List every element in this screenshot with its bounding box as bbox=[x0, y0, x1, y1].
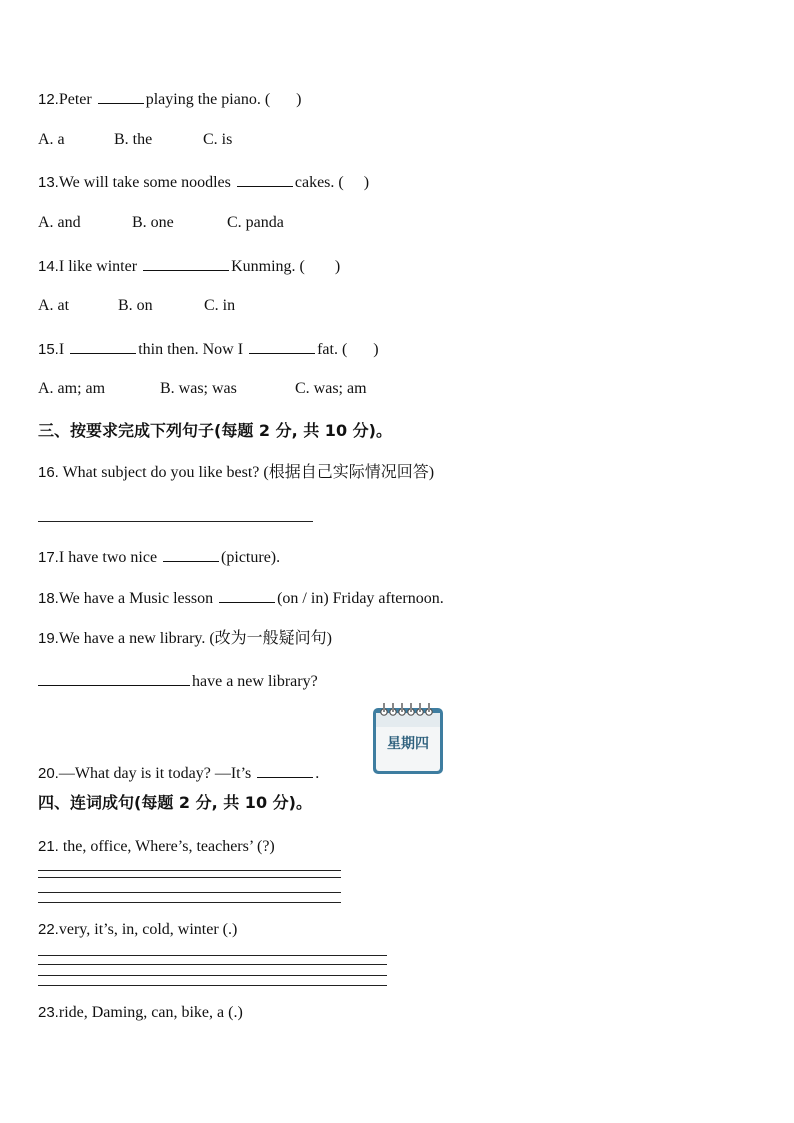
question-text: —What day is it today? —It’s bbox=[58, 765, 252, 782]
option-a[interactable]: A. a bbox=[38, 131, 65, 148]
question-text: fat. ( bbox=[317, 341, 348, 358]
question-text: the, office, Where’s, teachers’ (?) bbox=[58, 838, 275, 855]
question-text: cakes. ( bbox=[294, 174, 344, 191]
question-text: (picture). bbox=[221, 549, 281, 566]
options-13 bbox=[38, 213, 284, 233]
option-c[interactable]: C. in bbox=[204, 297, 236, 314]
option-b[interactable]: B. the bbox=[114, 131, 153, 148]
calendar-text: 星期四 bbox=[387, 736, 429, 752]
option-b[interactable]: B. was; was bbox=[160, 380, 237, 397]
question-18 bbox=[38, 587, 444, 609]
close-paren: ) bbox=[363, 174, 370, 191]
calendar-icon bbox=[372, 703, 444, 775]
question-number: 18. bbox=[38, 590, 59, 607]
answer-line-16[interactable] bbox=[38, 521, 313, 522]
question-text: Peter bbox=[58, 91, 92, 108]
option-a[interactable]: A. and bbox=[38, 214, 81, 231]
question-text: We have a Music lesson bbox=[58, 590, 214, 607]
options-15 bbox=[38, 379, 367, 399]
answer-blank[interactable] bbox=[143, 255, 229, 271]
question-12 bbox=[38, 88, 301, 110]
writing-line[interactable] bbox=[38, 877, 341, 878]
answer-blank[interactable] bbox=[38, 670, 190, 686]
question-number: 22. bbox=[38, 921, 59, 938]
question-number: 23. bbox=[38, 1004, 59, 1021]
question-text: ride, Daming, can, bike, a (.) bbox=[58, 1004, 243, 1021]
question-number: 19. bbox=[38, 630, 59, 647]
question-19 bbox=[38, 629, 332, 649]
answer-blank[interactable] bbox=[219, 587, 275, 603]
option-c[interactable]: C. is bbox=[203, 131, 233, 148]
answer-blank[interactable] bbox=[70, 338, 136, 354]
question-number: 21. bbox=[38, 838, 59, 855]
question-number: 14. bbox=[38, 258, 59, 275]
period: . bbox=[315, 765, 320, 782]
question-number: 15. bbox=[38, 341, 59, 358]
option-c[interactable]: C. panda bbox=[227, 214, 284, 231]
close-paren: ) bbox=[296, 91, 302, 108]
option-b[interactable]: B. on bbox=[118, 297, 153, 314]
question-text: I like winter bbox=[58, 258, 138, 275]
question-15 bbox=[38, 338, 379, 360]
writing-line[interactable] bbox=[38, 902, 341, 903]
question-number: 13. bbox=[38, 174, 59, 191]
question-number: 17. bbox=[38, 549, 59, 566]
question-14 bbox=[38, 255, 340, 277]
question-number: 12. bbox=[38, 91, 59, 108]
answer-blank[interactable] bbox=[163, 546, 219, 562]
close-paren: ) bbox=[334, 258, 341, 275]
options-14 bbox=[38, 296, 235, 316]
question-number: 20. bbox=[38, 765, 59, 782]
writing-line[interactable] bbox=[38, 870, 341, 871]
question-text: I have two nice bbox=[58, 549, 158, 566]
option-a[interactable]: A. at bbox=[38, 297, 70, 314]
options-12 bbox=[38, 130, 232, 150]
option-c[interactable]: C. was; am bbox=[295, 380, 367, 397]
question-text: thin then. Now I bbox=[138, 341, 244, 358]
close-paren: ) bbox=[373, 341, 379, 358]
question-23 bbox=[38, 1003, 243, 1023]
question-16 bbox=[38, 463, 434, 483]
answer-blank[interactable] bbox=[237, 171, 293, 187]
question-text: Kunming. ( bbox=[231, 258, 305, 275]
question-text: What subject do you like best? (根据自己实际情况回答) bbox=[58, 464, 435, 481]
section-3-heading: 三、按要求完成下列句子(每题 2 分, 共 10 分)。 bbox=[38, 421, 392, 440]
writing-line[interactable] bbox=[38, 964, 387, 965]
answer-blank[interactable] bbox=[257, 762, 313, 778]
question-13 bbox=[38, 171, 369, 193]
question-text: very, it’s, in, cold, winter (.) bbox=[58, 921, 238, 938]
question-text: playing the piano. ( bbox=[145, 91, 271, 108]
question-22 bbox=[38, 920, 237, 940]
section-4-heading: 四、连词成句(每题 2 分, 共 10 分)。 bbox=[38, 793, 312, 812]
question-text: We have a new library. (改为一般疑问句) bbox=[58, 630, 333, 647]
question-21 bbox=[38, 837, 275, 857]
question-text: We will take some noodles bbox=[58, 174, 231, 191]
answer-blank[interactable] bbox=[98, 88, 144, 104]
question-20 bbox=[38, 762, 319, 784]
writing-line[interactable] bbox=[38, 975, 387, 976]
question-17 bbox=[38, 546, 280, 568]
question-number: 16. bbox=[38, 464, 59, 481]
question-text: I bbox=[58, 341, 65, 358]
writing-line[interactable] bbox=[38, 985, 387, 986]
writing-line[interactable] bbox=[38, 892, 341, 893]
option-b[interactable]: B. one bbox=[132, 214, 174, 231]
option-a[interactable]: A. am; am bbox=[38, 380, 106, 397]
answer-text: have a new library? bbox=[192, 673, 318, 690]
answer-blank[interactable] bbox=[249, 338, 315, 354]
question-text: (on / in) Friday afternoon. bbox=[277, 590, 444, 607]
writing-line[interactable] bbox=[38, 955, 387, 956]
answer-19 bbox=[38, 670, 318, 692]
